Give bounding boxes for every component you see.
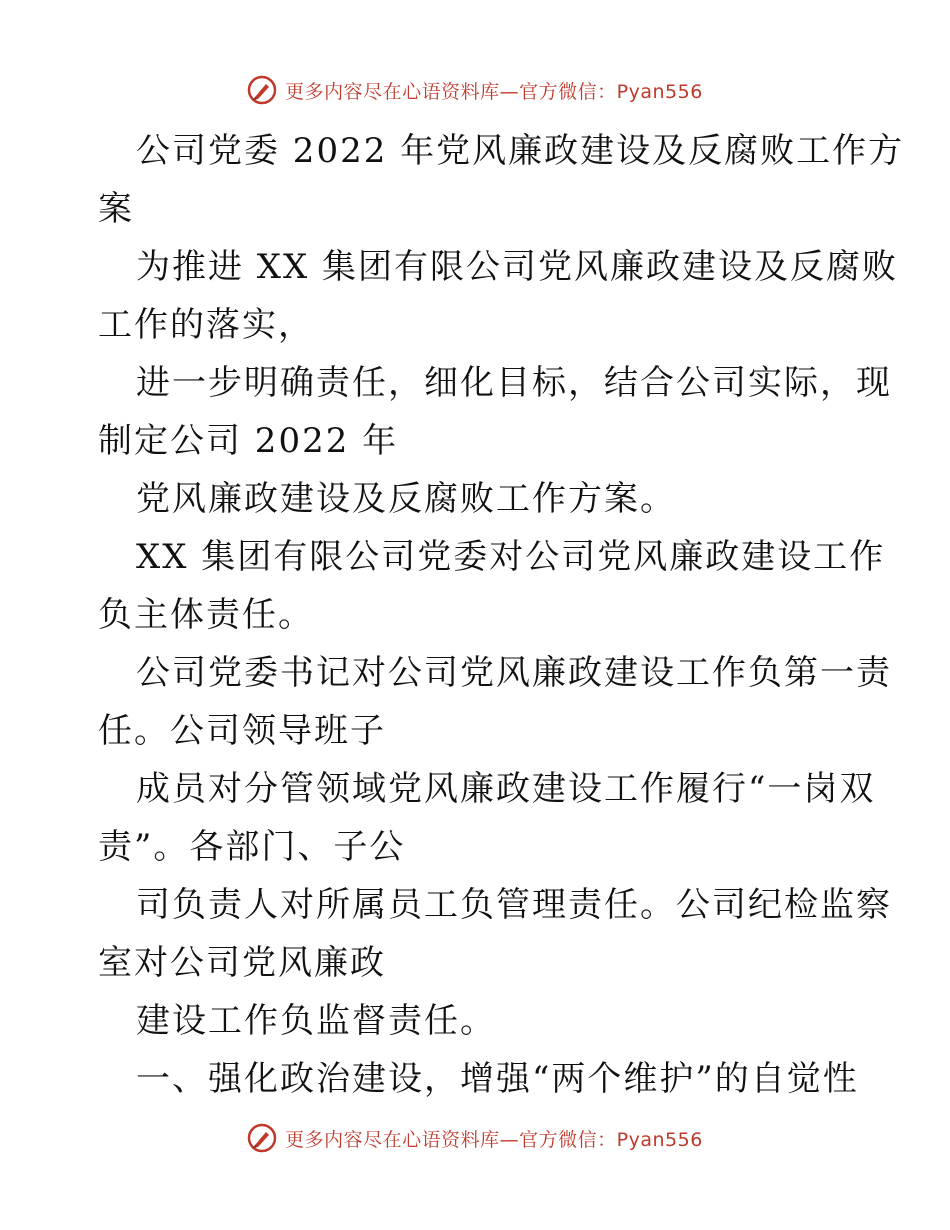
paragraph-line: 公司党委书记对公司党风廉政建设工作负第一责: [136, 653, 892, 693]
paragraph-line: 为推进 XX 集团有限公司党风廉政建设及反腐败: [136, 247, 899, 287]
paragraph-line: 建设工作负监督责任。: [136, 1001, 496, 1041]
paragraph-line: 司负责人对所属员工负管理责任。公司纪检监察: [136, 885, 892, 925]
paragraph-line: 负主体责任。: [98, 595, 314, 635]
watermark-banner-bottom: [0, 1118, 950, 1158]
paragraph-line: 进一步明确责任，细化目标，结合公司实际，现: [136, 363, 892, 403]
watermark-text: 更多内容尽在心语资料库—官方微信：Pyan556: [285, 1128, 703, 1151]
paragraph-line: 室对公司党风廉政: [98, 943, 386, 983]
section-heading: 一、强化政治建设，增强“两个维护”的自觉性: [136, 1059, 859, 1099]
paragraph-line: XX 集团有限公司党委对公司党风廉政建设工作: [136, 537, 886, 577]
paragraph-line: 制定公司 2022 年: [98, 421, 399, 461]
pen-logo-icon: [247, 1123, 277, 1153]
document-title-line-2: 案: [98, 189, 134, 229]
watermark-text: 更多内容尽在心语资料库—官方微信：Pyan556: [285, 80, 703, 103]
paragraph-line: 党风廉政建设及反腐败工作方案。: [136, 479, 676, 519]
paragraph-line: 责”。各部门、子公: [98, 827, 406, 867]
paragraph-line: 任。公司领导班子: [98, 711, 386, 751]
paragraph-line: 成员对分管领域党风廉政建设工作履行“一岗双: [136, 769, 876, 809]
pen-logo-icon: [247, 75, 277, 105]
watermark-banner-top: [0, 70, 950, 110]
document-title-line-1: 公司党委 2022 年党风廉政建设及反腐败工作方: [136, 131, 905, 171]
document-body: [98, 122, 905, 1108]
paragraph-line: 工作的落实，: [98, 305, 314, 345]
